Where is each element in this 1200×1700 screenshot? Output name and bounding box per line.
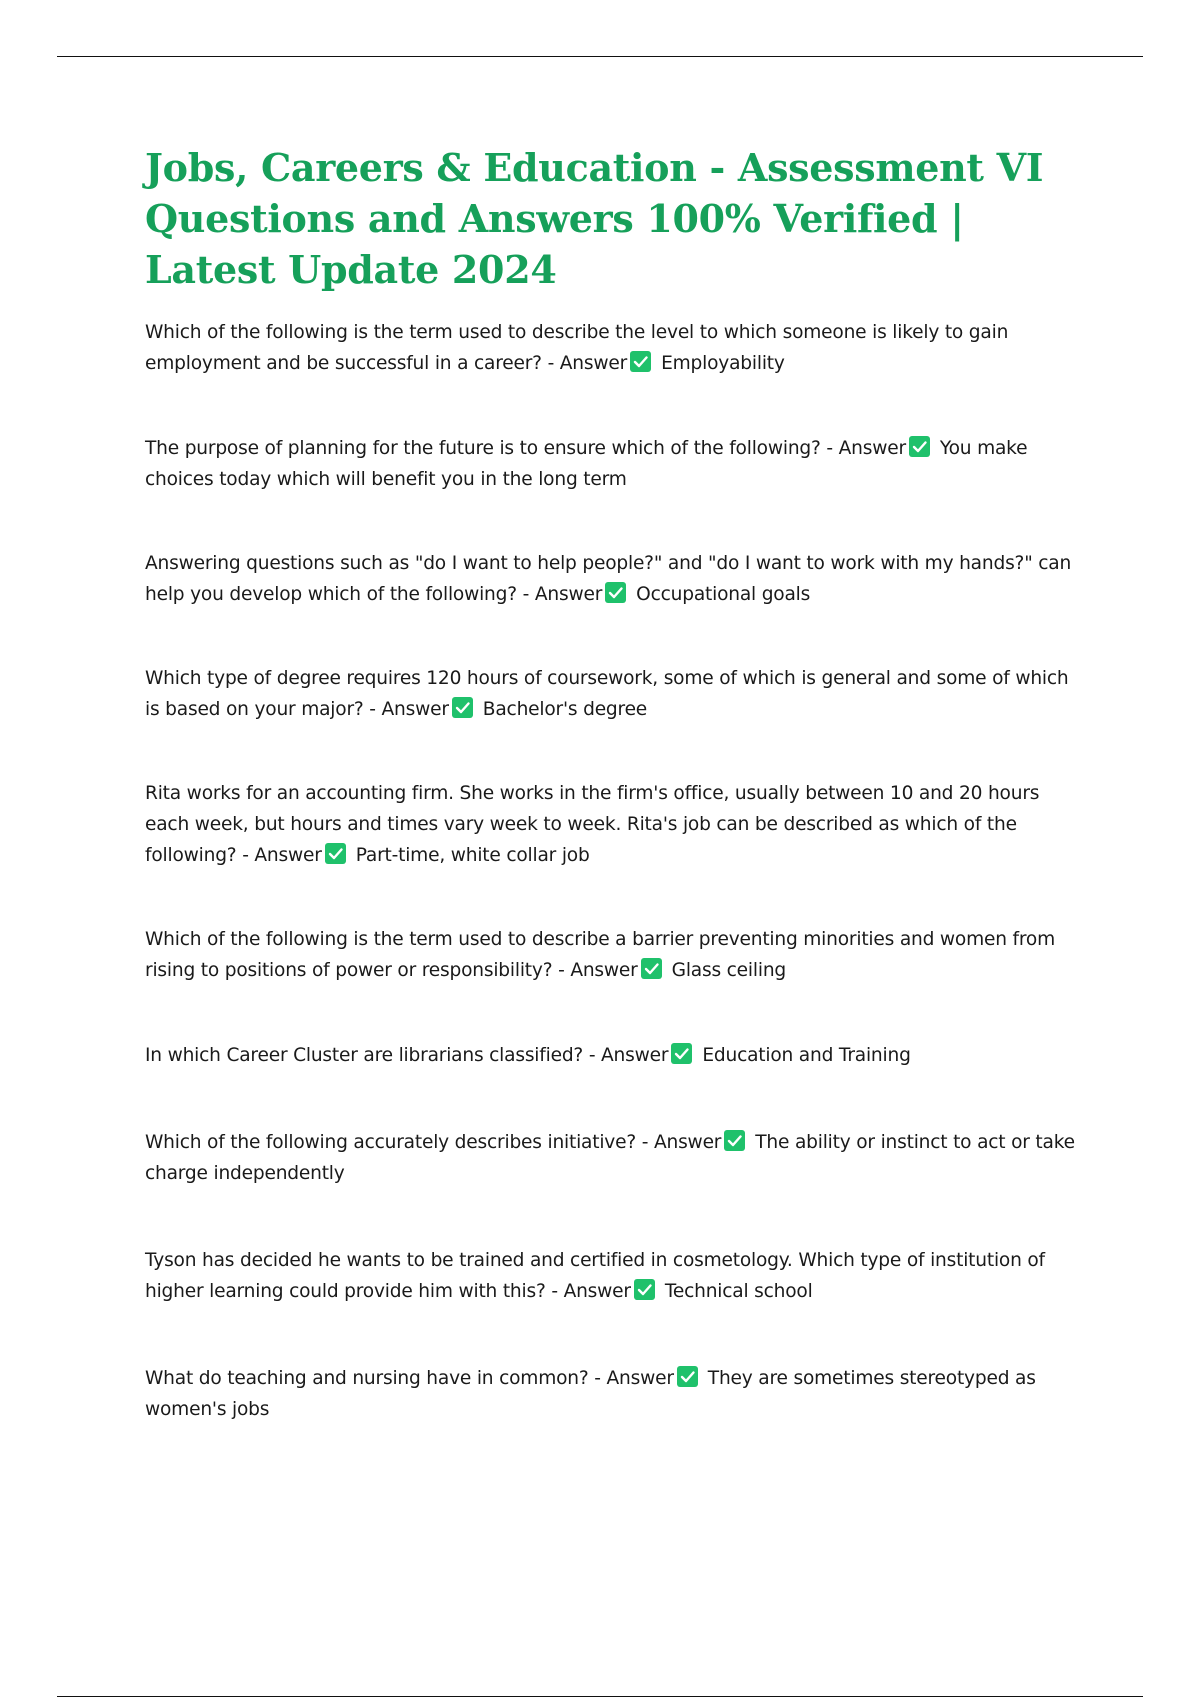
question-text: In which Career Cluster are librarians classified? [145, 1045, 584, 1066]
check-icon [677, 1366, 698, 1387]
answer-marker: - Answer [547, 353, 628, 374]
answer-marker: - Answer [551, 1281, 631, 1302]
answer-text: Glass ceiling [671, 960, 787, 981]
question-text: The purpose of planning for the future is to ensure which of the following? [145, 438, 821, 459]
question-text: Which of the following accurately describes initiative? [145, 1132, 637, 1153]
answer-marker: - Answer [826, 438, 906, 459]
check-icon [452, 697, 473, 718]
question-text: What do teaching and nursing have in common? [145, 1368, 589, 1389]
answer-marker: - Answer [588, 1045, 669, 1066]
answer-marker: - Answer [594, 1368, 674, 1389]
qa-item [145, 663, 1085, 725]
document-body [145, 142, 1085, 1425]
qa-item [145, 1245, 1085, 1307]
header-rule [57, 56, 1143, 57]
answer-text: The ability or instinct to act or take charge independently [145, 1132, 1075, 1184]
qa-item [145, 778, 1085, 871]
question-text: Which of the following is the term used to describe a barrier preventing minorities and women from rising to positions of power or responsibility? [145, 929, 1056, 981]
answer-text: Occupational goals [636, 584, 811, 605]
qa-item [145, 548, 1085, 610]
check-icon [671, 1043, 692, 1064]
check-icon [325, 843, 346, 864]
check-icon [630, 351, 651, 372]
answer-marker: - Answer [522, 584, 603, 605]
check-icon [634, 1279, 655, 1300]
answer-text: Employability [661, 353, 785, 374]
qa-item [145, 924, 1085, 986]
question-text: Tyson has decided he wants to be trained and certified in cosmetology. Which type of institution of higher learning could provide him with this? [145, 1250, 1045, 1302]
footer-rule [57, 1696, 1143, 1697]
qa-item [145, 1040, 1085, 1071]
answer-marker: - Answer [558, 960, 638, 981]
question-text: Answering questions such as "do I want to help people?" and "do I want to work with my hands?" can help you develop which of the following? [145, 553, 1072, 605]
answer-marker: - Answer [641, 1132, 722, 1153]
answer-marker: - Answer [369, 699, 449, 720]
answer-text: Part-time, white collar job [355, 845, 590, 866]
answer-text: Bachelor's degree [482, 699, 648, 720]
answer-text: They are sometimes stereotyped as women's jobs [145, 1368, 1036, 1420]
answer-marker: - Answer [242, 845, 322, 866]
answer-text: Technical school [664, 1281, 813, 1302]
qa-item [145, 1127, 1085, 1189]
question-text: Rita works for an accounting firm. She works in the firm's office, usually between 10 and 20 hours each week, but hours and times vary week to week. Rita's job can be described as which of the following? [145, 783, 1040, 866]
check-icon [605, 582, 626, 603]
check-icon [724, 1130, 745, 1151]
question-text: Which type of degree requires 120 hours of coursework, some of which is general and some of which is based on your major? [145, 668, 1069, 720]
qa-item [145, 433, 1085, 495]
answer-text: Education and Training [702, 1045, 911, 1066]
question-text: Which of the following is the term used to describe the level to which someone is likely to gain employment and be successful in a career? [145, 322, 1009, 374]
document-title: Jobs, Careers & Education - Assessment VI Questions and Answers 100% Verified | Latest Update 2024 [145, 145, 1044, 292]
qa-item [145, 1363, 1085, 1425]
qa-item [145, 317, 1085, 379]
check-icon [909, 436, 930, 457]
check-icon [641, 958, 662, 979]
answer-text: You make choices today which will benefit you in the long term [145, 438, 1028, 490]
